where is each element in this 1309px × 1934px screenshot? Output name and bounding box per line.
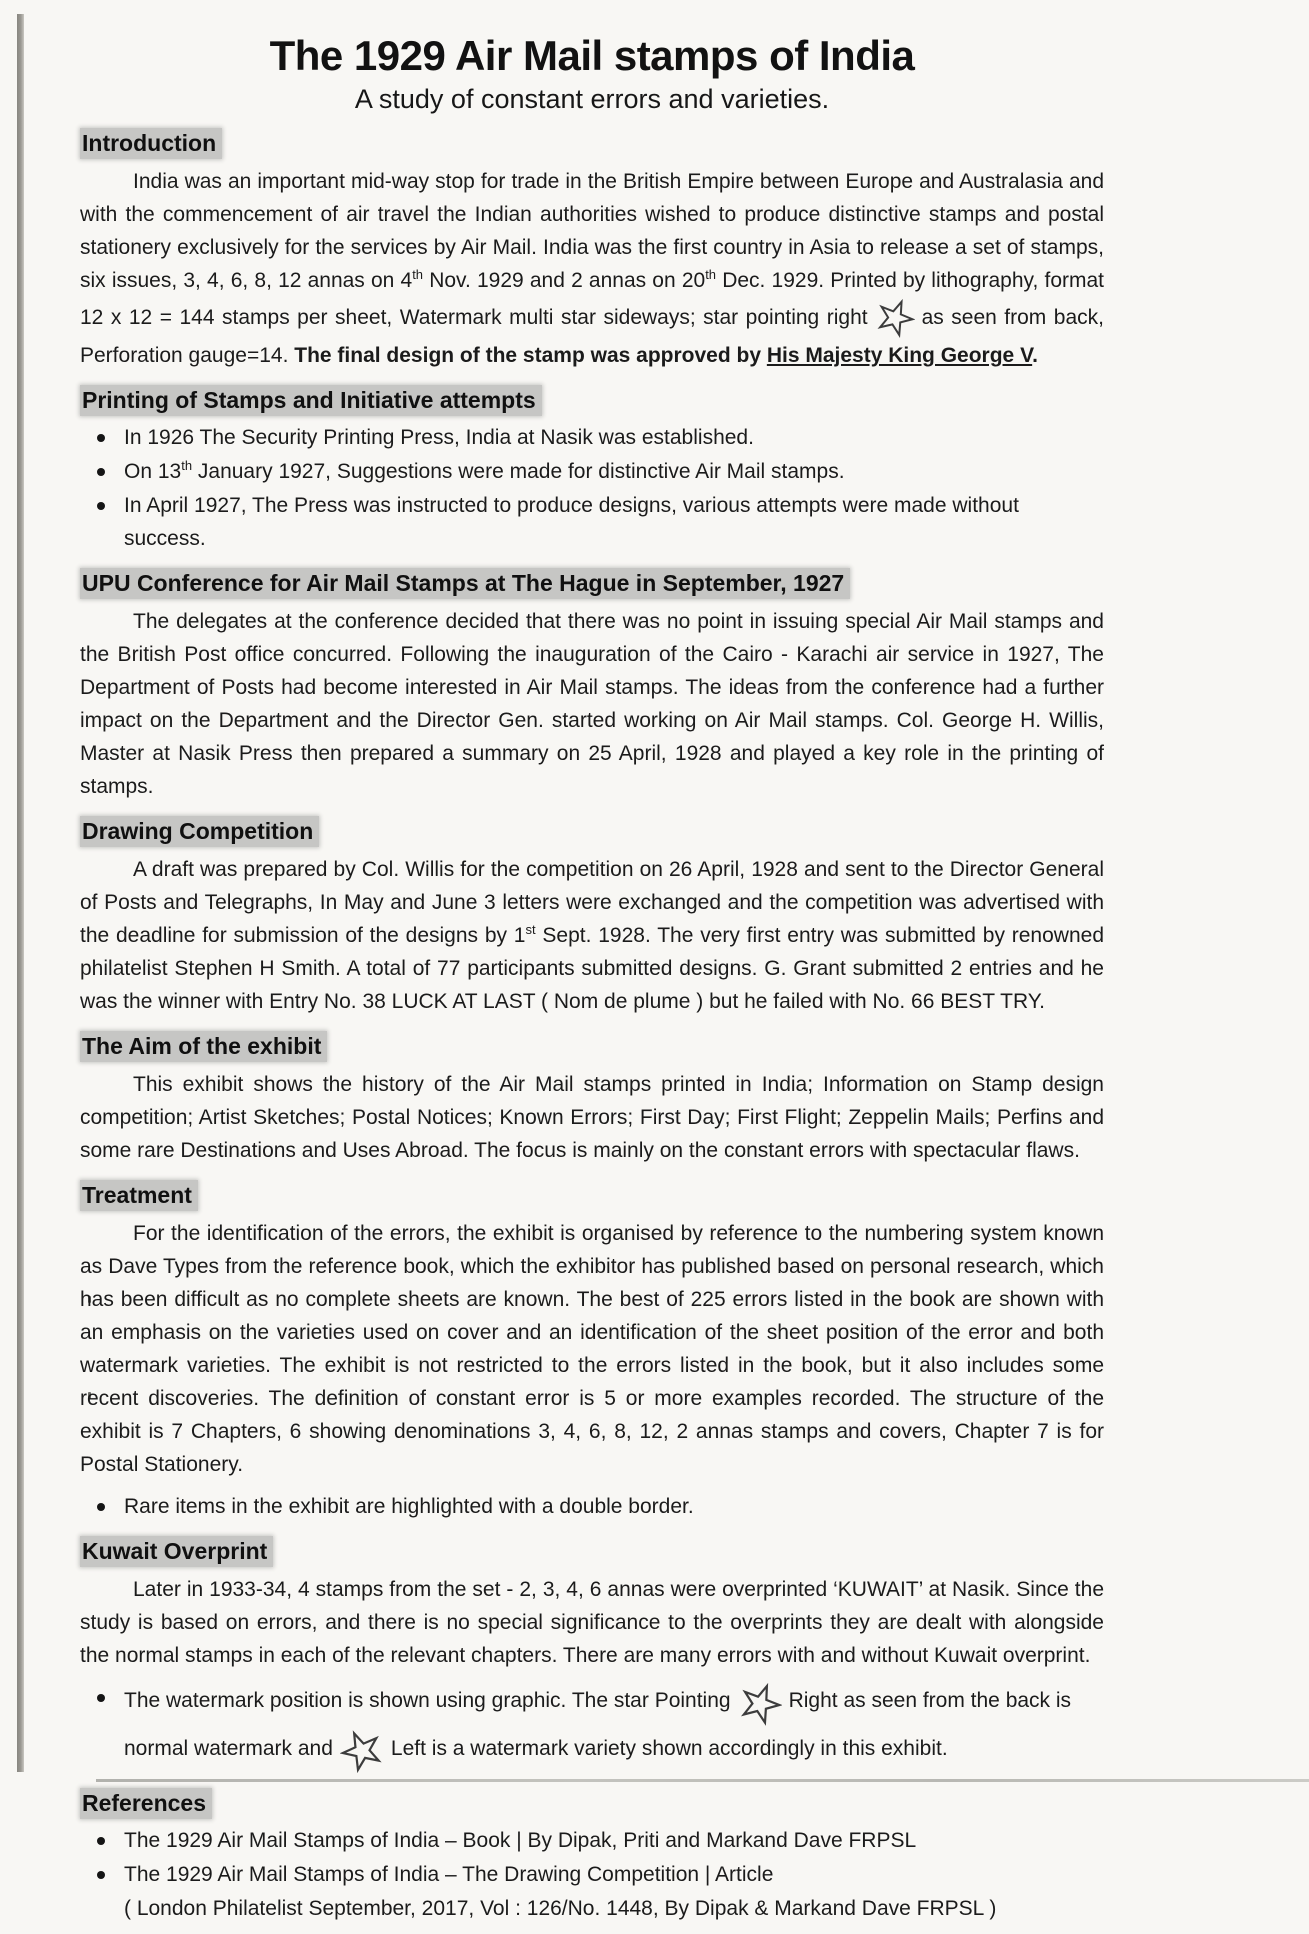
section-heading-printing [80, 385, 1104, 416]
section-heading-drawing-competition [80, 816, 1104, 847]
section-heading-treatment [80, 1180, 1104, 1211]
drawing-paragraph [80, 853, 1104, 1018]
star-left-icon [340, 1727, 384, 1775]
list-item [80, 1681, 1104, 1775]
kuwait-paragraph: Later in 1933-34, 4 stamps from the set - 2, 3, 4, 6 annas were overprinted ‘KUWAIT’ at Nasik. Since the study is based on errors, and there is no special significance to the overprints they are dealt with alongside the normal stamps in each of the relevant chapters. There are many errors with and without Kuwait overprint. [80, 1578, 1104, 1667]
bullet-text: The watermark position is shown using graphic. The star Pointing [124, 1689, 731, 1712]
list-item: In 1926 The Security Printing Press, India at Nasik was established. [80, 421, 1104, 454]
heading-label: The Aim of the exhibit [80, 1031, 327, 1062]
list-item: The 1929 Air Mail Stamps of India – The Drawing Competition | Article [80, 1858, 1104, 1891]
references-list [80, 1824, 1104, 1925]
bullet-text: Left is a watermark variety shown accordingly in this exhibit. [390, 1737, 948, 1760]
document-page [80, 24, 1104, 1934]
intro-bold-text: The final design of the stamp was approved by [294, 344, 767, 367]
heading-label: UPU Conference for Air Mail Stamps at The Hague in September, 1927 [80, 568, 850, 599]
heading-label: Introduction [80, 128, 222, 159]
intro-text: as seen from back, Perforation gauge=14. [80, 306, 1104, 367]
intro-text: . [1032, 344, 1038, 367]
heading-label: References [80, 1788, 212, 1819]
ordinal-superscript: th [705, 267, 717, 282]
printing-bullet-list [80, 421, 1104, 555]
heading-label: Printing of Stamps and Initiative attempts [80, 385, 542, 416]
section-heading-references [80, 1788, 1104, 1819]
intro-underlined-text: His Majesty King George V [766, 344, 1033, 367]
list-item [80, 455, 1104, 488]
star-right-icon [875, 297, 915, 339]
list-item: The 1929 Air Mail Stamps of India – Book | By Dipak, Priti and Markand Dave FRPSL [80, 1824, 1104, 1857]
treatment-paragraph: For the identification of the errors, the exhibit is organised by reference to the numbering system known as Dave Types from the reference book, which the exhibitor has published based on personal research, which has been difficult as no complete sheets are known. The best of 225 errors listed in the book are shown with an emphasis on the varieties used on cover and an identification of the sheet position of the error and both watermark varieties. The exhibit is not restricted to the errors listed in the book, but it also includes some recent discoveries. The definition of constant error is 5 or more examples recorded. The structure of the exhibit is 7 Chapters, 6 showing denominations 3, 4, 6, 8, 12, 2 annas stamps and covers, Chapter 7 is for Postal Stationery. [80, 1222, 1104, 1476]
aim-paragraph: This exhibit shows the history of the Air Mail stamps printed in India; Information on Stamp design competition; Artist Sketches; Postal Notices; Known Errors; First Day; First Flight; Zeppelin Mails; Perfins and some rare Destinations and Uses Abroad. The focus is mainly on the constant errors with spectacular flaws. [80, 1073, 1104, 1162]
section-heading-introduction [80, 128, 1104, 159]
heading-label: Treatment [80, 1180, 198, 1211]
bullet-text: January 1927, Suggestions were made for distinctive Air Mail stamps. [192, 460, 845, 483]
treatment-bullet-list [80, 1490, 1104, 1523]
section-heading-aim [80, 1031, 1104, 1062]
ordinal-superscript: th [412, 267, 424, 282]
kuwait-bullet-list [80, 1681, 1104, 1775]
heading-label: Kuwait Overprint [80, 1536, 273, 1567]
intro-text: Dec. 1929. Printed by lithography, format 12 x 12 = 144 stamps per sheet, Watermark multi star sideways; star pointing right [80, 269, 1104, 329]
section-heading-upu-conference [80, 568, 1104, 599]
heading-label: Drawing Competition [80, 816, 319, 847]
bullet-text: On 13 [124, 460, 182, 483]
page-title: The 1929 Air Mail stamps of India [269, 32, 915, 79]
bullet-text: normal watermark and [124, 1737, 333, 1760]
ordinal-superscript: st [525, 922, 536, 937]
intro-text: Nov. 1929 and 2 annas on 20 [423, 269, 706, 292]
star-right-icon [738, 1681, 782, 1727]
list-item-continuation: ( London Philatelist September, 2017, Vol : 126/No. 1448, By Dipak & Markand Dave FRPSL ) [124, 1897, 997, 1920]
page-subtitle: A study of constant errors and varieties. [354, 84, 830, 114]
intro-text: India was an important mid-way stop for trade in the British Empire between Europe and Australasia and with the commencement of air travel the Indian authorities wished to produce distinctive stamps and postal stationery exclusively for the services by Air Mail. India was the first country in Asia to release a set of stamps, six issues, 3, 4, 6, 8, 12 annas on 4 [80, 170, 1104, 292]
drawing-text: A draft was prepared by Col. Willis for the competition on 26 April, 1928 and sent to the Director General of Posts and Telegraphs, In May and June 3 letters were exchanged and the competition was advertised with the deadline for submission of the designs by 1 [80, 858, 1104, 947]
section-heading-kuwait-overprint [80, 1536, 1104, 1567]
bullet-text: Right as seen from the back is [788, 1689, 1072, 1712]
page-scan-edge-left [17, 14, 24, 1772]
ordinal-superscript: th [181, 458, 193, 473]
list-item: In April 1927, The Press was instructed to produce designs, various attempts were made without success. [80, 489, 1104, 555]
upu-paragraph: The delegates at the conference decided that there was no point in issuing special Air Mail stamps and the British Post office concurred. Following the inauguration of the Cairo - Karachi air service in 1927, The Department of Posts had become interested in Air Mail stamps. The ideas from the conference had a further impact on the Department and the Director Gen. started working on Air Mail stamps. Col. George H. Willis, Master at Nasik Press then prepared a summary on 25 April, 1928 and played a key role in the printing of stamps. [80, 610, 1104, 798]
drawing-text: Sept. 1928. The very first entry was submitted by renowned philatelist Stephen H Smith. A total of 77 participants submitted designs. G. Grant submitted 2 entries and he was the winner with Entry No. 38 LUCK AT LAST ( Nom de plume ) but he failed with No. 66 BEST TRY. [80, 924, 1104, 1013]
list-item: Rare items in the exhibit are highlighted with a double border. [80, 1490, 1104, 1523]
introduction-paragraph [80, 165, 1104, 372]
